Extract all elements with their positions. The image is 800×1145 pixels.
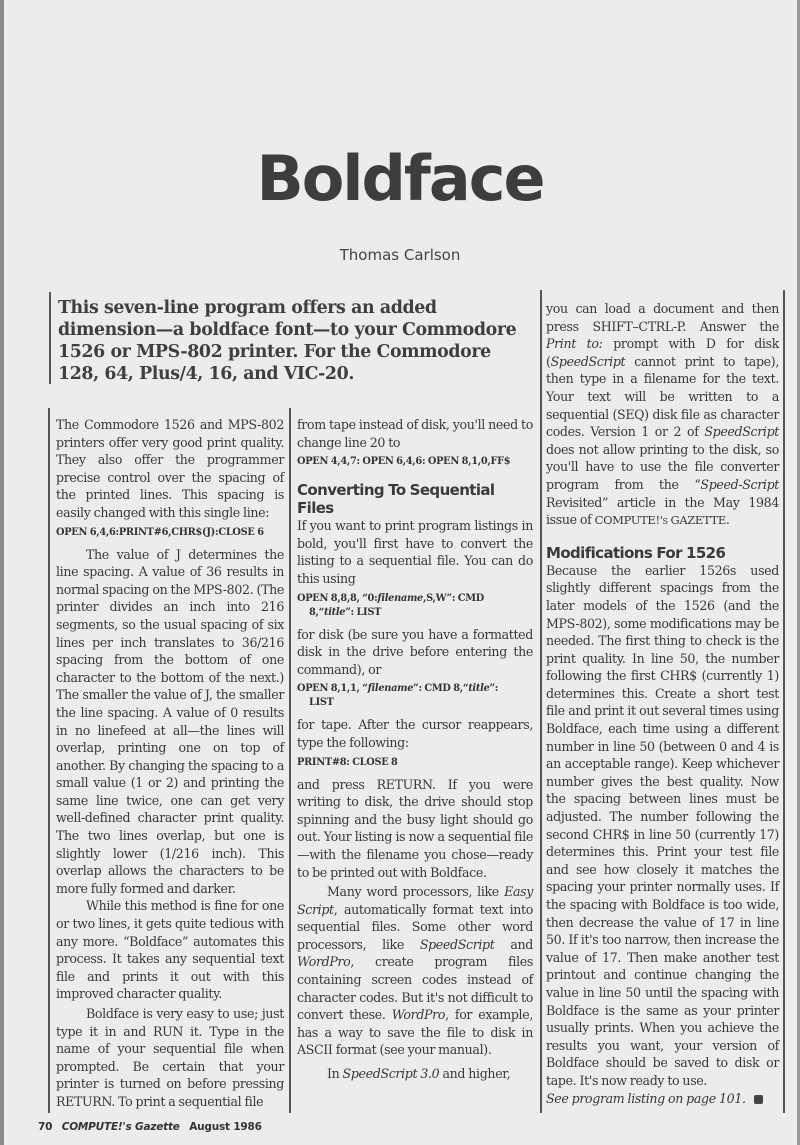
article-deck: This seven-line program offers an added dimension—a boldface font—to your Commodore 1526 or MPS-802 printer. For the Commodore 128, 64, Plus/4, 16, and VIC-20. (58, 298, 517, 384)
end-of-article-mark-icon (754, 1095, 763, 1104)
text-run: , create program files containing screen codes instead of character codes. But it's not difficult to convert these. (297, 954, 533, 1023)
code-text: ”: CMD 8,“ (413, 683, 469, 695)
code-line: OPEN 6,4,6:PRINT#6,CHR$(J):CLOSE 6 (56, 526, 264, 538)
code-text: title (468, 683, 490, 695)
paragraph: The value of J determines the line spacing. A value of 36 results in normal spacing on the MPS-802. (The printer divides an inch into 216 segments, so the usual spacing of six lines per inch translates to 36/216 spacing from the bottom of one character to the bottom of the next.) The smaller the value of J, the smaller the line spacing. A value of 0 results in no linefeed at all—the lines will overlap, printing one on top of another. By changing the spacing to a small value (1 or 2) and printing the same line twice, one can get very well-defined character print quality. The two lines overlap, but one is slightly lower (1/216 inch). This overlap allows the characters to be more fully formed and darker. (56, 546, 284, 896)
deck-left-rule (49, 292, 51, 384)
code-text: filename (367, 683, 414, 695)
article-byline: Thomas Carlson (339, 246, 461, 264)
code-line (297, 592, 533, 620)
text-run: cannot print to tape), then type in a filename for the text. Your text will be written to a sequential (SEQ) disk file as character codes. Version 1 or 2 of (546, 353, 779, 440)
column-rule-2-3 (540, 290, 542, 1113)
text-run: See program listing on page 101. (546, 1090, 746, 1106)
article-title: Boldface (256, 142, 544, 215)
paragraph: Boldface is very easy to use; just type it in and RUN it. Type in the name of your sequential file when prompted. Be certain that your printer is turned on before pressing RETURN. To print a sequential file (56, 1006, 284, 1109)
code-continuation: LIST (309, 697, 334, 709)
page-footer (38, 1121, 262, 1133)
text-run: SpeedScript (550, 353, 626, 369)
code-text: ”: LIST (345, 606, 382, 618)
text-run: Revisited” article in the May 1984 issue of (546, 494, 779, 528)
publication-name: COMPUTE!'s GAZETTE (594, 513, 726, 528)
paragraph: If you want to print program listings in bold, you'll first have to convert the listing to a sequential file. You can do this using (297, 518, 533, 586)
code-text: title (323, 606, 346, 618)
text-run: Many word processors, like (327, 884, 505, 900)
code-line (297, 682, 533, 710)
text-run: and (494, 936, 533, 952)
paragraph: for tape. After the cursor reappears, type the following: (297, 717, 533, 750)
column-1 (56, 416, 284, 1111)
code-line: OPEN 4,4,7: OPEN 6,4,6: OPEN 8,1,0,FF$ (297, 456, 511, 468)
code-line: PRINT#8: CLOSE 8 (297, 756, 398, 768)
section-heading: Converting To Sequential Files (297, 481, 495, 518)
paragraph: for disk (be sure you have a formatted disk in the drive before entering the command), or (297, 626, 533, 677)
text-run: . (725, 512, 730, 528)
paragraph (546, 300, 779, 530)
paragraph (297, 883, 533, 1059)
text-run: , automatically format text into sequential files. Some other word processors, like (297, 901, 533, 952)
issue-date: August 1986 (189, 1121, 262, 1133)
text-run: WordPro (297, 954, 351, 970)
code-text: OPEN 8,8,8, “0: (297, 592, 378, 604)
column-2 (297, 416, 533, 1083)
text-run: you can load a document and then press SHIFT–CTRL-P. Answer the (546, 301, 779, 334)
program-listing-reference (546, 1090, 779, 1108)
text-run: , for example, has a way to save the file to disk in ASCII format (see your manual). (297, 1007, 533, 1058)
column-rule-left (48, 408, 50, 1113)
paragraph: from tape instead of disk, you'll need to change line 20 to (297, 417, 533, 450)
column-3 (546, 300, 779, 1107)
code-text: OPEN 8,1,1, “ (297, 683, 368, 695)
text-run: prompt with D for disk ( (546, 336, 780, 369)
code-text: ,S,W”: CMD (422, 592, 485, 604)
paragraph: Because the earlier 1526s used slightly different spacings from the later models of the 1526 (and the MPS-802), some modifications may be needed. The first thing to check is the print quality. In line 50, the number following the first CHR$ (currently 1) determines this. Create a short test file and print it out several times using Boldface, each time using a different number in line 50 (between 0 and 4 is an acceptable range). Keep whichever number gives the best quality. Now the spacing between lines must be adjusted. The number following the second CHR$ in line 50 (currently 17) determines this. Print your test file and see how closely it matches the spacing your printer normally uses. If the spacing with Boldface is too wide, then decrease the value of 17 in line 50. If it's too narrow, then increase the value of 17. Then make another test printout and continue changing the value in line 50 until the spacing with Boldface is the same as your printer usually prints. When you achieve the results you want, your version of Boldface should be saved to disk or tape. It's now ready to use. (546, 562, 779, 1088)
text-run: SpeedScript (419, 936, 495, 952)
text-run: In (327, 1066, 343, 1082)
text-run: does not allow printing to the disk, so you'll have to use the file converter program from the “ (546, 441, 779, 492)
column-rule-1-2 (289, 408, 291, 1113)
code-continuation (297, 606, 533, 620)
code-text: ”: (489, 683, 499, 695)
code-text: 8,“ (309, 606, 324, 618)
paragraph: While this method is fine for one or two lines, it gets quite tedious with any more. “Boldface” automates this process. It takes any sequential text file and prints it out with this improved character quality. (56, 898, 284, 1002)
paragraph: The Commodore 1526 and MPS-802 printers offer very good print quality. They also offer the programmer precise control over the spacing of the printed lines. This spacing is easily changed with this single line: (56, 417, 284, 520)
text-run: WordPro (391, 1007, 446, 1023)
section-heading: Modifications For 1526 (546, 543, 726, 562)
page-number: 70 (38, 1121, 53, 1133)
column-rule-right (783, 290, 785, 1113)
paragraph (297, 1065, 533, 1083)
text-run: SpeedScript (704, 424, 779, 440)
text-run: Easy Script (297, 884, 533, 917)
text-run: Speed-Script (700, 476, 779, 492)
publication-name: COMPUTE!'s Gazette (61, 1121, 180, 1133)
code-text: filename (377, 592, 423, 604)
text-run: Print to: (546, 336, 603, 352)
paragraph: and press RETURN. If you were writing to disk, the drive should stop spinning and the busy light should go out. Your listing is now a sequential file—with the filename you chose—ready to be printed out with Boldface. (297, 776, 533, 880)
text-run: and higher, (439, 1066, 511, 1082)
text-run: SpeedScript 3.0 (342, 1066, 440, 1082)
